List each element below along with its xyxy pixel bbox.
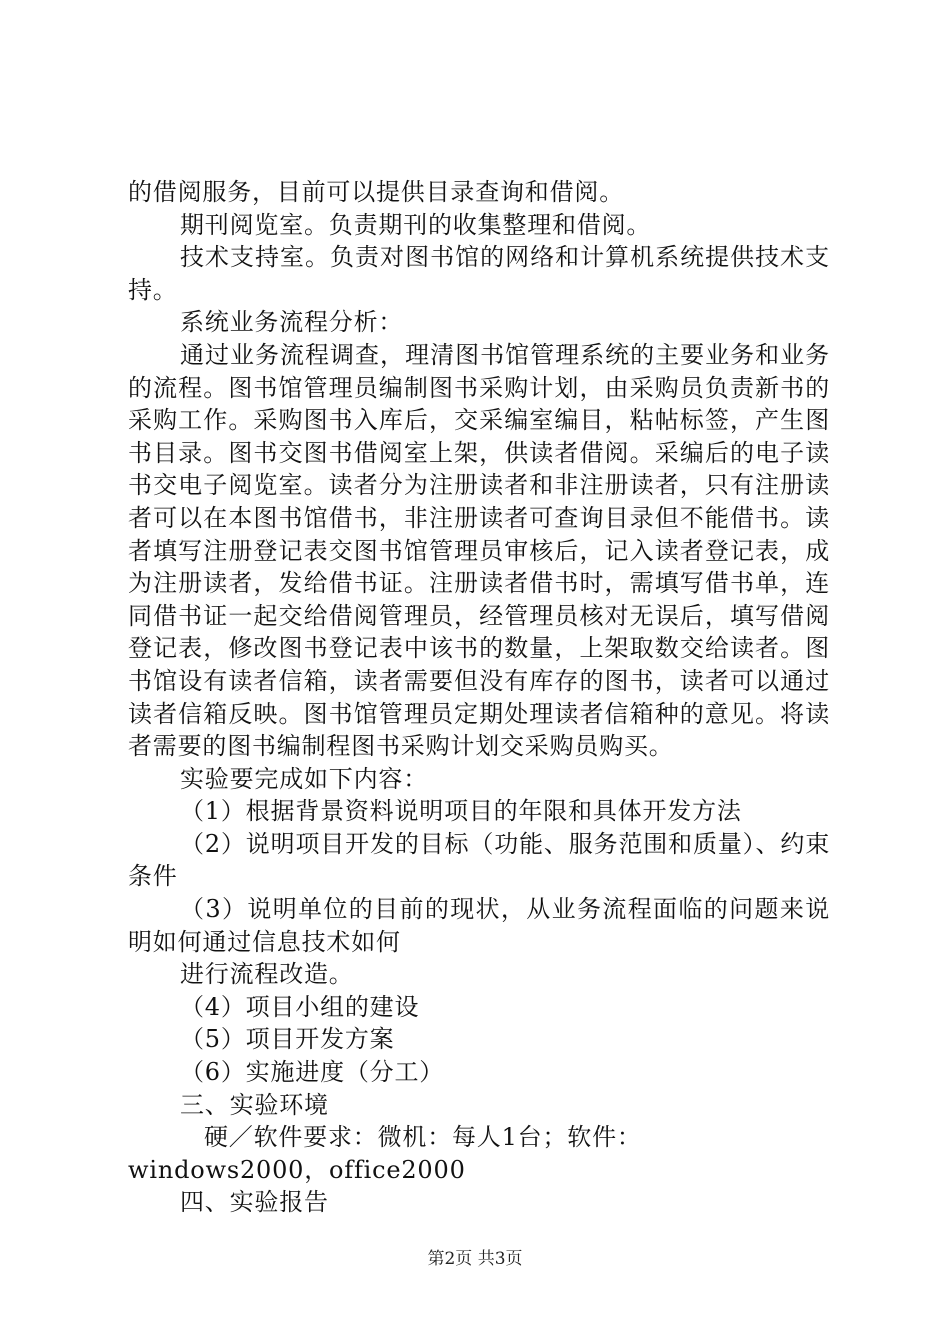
paragraph-periodical-room: 期刊阅览室。负责期刊的收集整理和借阅。 xyxy=(180,210,652,239)
task-item-2: （2）说明项目开发的目标（功能、服务范围和质量）、约束条件 xyxy=(128,829,830,891)
task-item-6: （6）实施进度（分工） xyxy=(180,1058,445,1087)
task-item-4: （4）项目小组的建设 xyxy=(180,992,420,1021)
section-heading-environment: 三、实验环境 xyxy=(180,1090,329,1119)
document-body xyxy=(128,176,830,1219)
heading-workflow-analysis: 系统业务流程分析： xyxy=(180,308,404,337)
task-item-3-continued: 进行流程改造。 xyxy=(180,960,354,989)
section-heading-report: 四、实验报告 xyxy=(180,1188,329,1217)
task-item-5: （5）项目开发方案 xyxy=(180,1025,395,1054)
task-item-3: （3）说明单位的目前的现状，从业务流程面临的问题来说明如何通过信息技术如何 xyxy=(128,895,830,956)
heading-tasks: 实验要完成如下内容： xyxy=(180,764,428,793)
paragraph-requirements: 硬／软件要求：微机：每人1台；软件： xyxy=(204,1123,642,1152)
paragraph-tech-support: 技术支持室。负责对图书馆的网络和计算机系统提供技术支持。 xyxy=(128,243,830,304)
paragraph-software: windows2000，office2000 xyxy=(128,1155,466,1184)
task-item-1: （1）根据背景资料说明项目的年限和具体开发方法 xyxy=(180,797,742,826)
paragraph-workflow: 通过业务流程调查，理清图书馆管理系统的主要业务和业务的流程。图书馆管理员编制图书采购计划，由采购员负责新书的采购工作。采购图书入库后，交采编室编目，粘帖标签，产生图书目录。图书交图书借阅室上架，供读者借阅。采编后的电子读书交电子阅览室。读者分为注册读者和非注册读者，只有注册读者可以在本图书馆借书，非注册读者可查询目录但不能借书。读者填写注册登记表交图书馆管理员审核后，记入读者登记表，成为注册读者，发给借书证。注册读者借书时，需填写借书单，连同借书证一起交给借阅管理员，经管理员核对无误后，填写借阅登记表，修改图书登记表中该书的数量，上架取数交给读者。图书馆设有读者信箱，读者需要但没有库存的图书，读者可以通过读者信箱反映。图书馆管理员定期处理读者信箱种的意见。将读者需要的图书编制程图书采购计划交采购员购买。 xyxy=(128,340,830,761)
page-number: 第2页 共3页 xyxy=(427,1249,523,1269)
paragraph-service: 的借阅服务，目前可以提供目录查询和借阅。 xyxy=(128,178,624,206)
